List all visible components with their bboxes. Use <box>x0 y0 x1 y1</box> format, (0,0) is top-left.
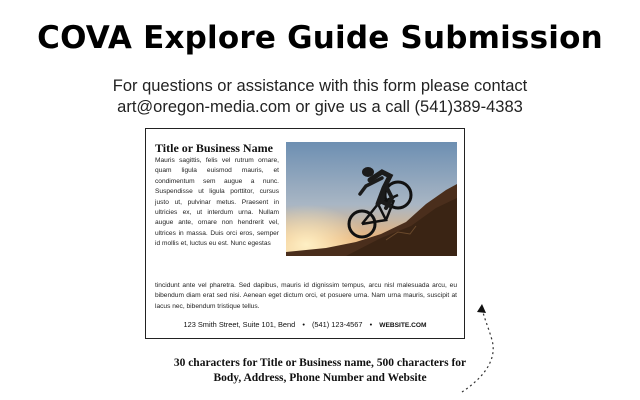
sample-listing-card <box>145 128 465 339</box>
listing-body-bottom: tincidunt ante vel pharetra. Sed dapibus, mauris id dignissim tempus, arcu nisl malesuada arcu, eu bibendum diam erat sed nisi. Aenean eget dictum orci, et posuere urna. Nam urna mauris, suscipit at lacus nec, bibendum tristique tellus. <box>155 282 457 310</box>
listing-phone: (541) 123-4567 <box>311 320 363 329</box>
listing-title: Title or Business Name <box>155 141 273 155</box>
listing-address: 123 Smith Street, Suite 101, Bend <box>183 320 296 329</box>
separator-dot: • <box>302 320 305 329</box>
mountain-biker-illustration <box>286 142 457 256</box>
listing-body-top: Mauris sagittis, felis vel rutrum ornare, quam ligula euismod mauris, et condimentum sem augue a nunc. Suspendisse ut ligula porttitor, cursus justo ut, pulvinar metus. Praesent in ultricies ex, ut interdum urna. Nullam augue ante, ornare non hendrerit vel, ultrices in massa. Duis orci eros, semper id mollis et, luctus eu est. Nunc egestas <box>155 157 279 248</box>
note-line-2: Body, Address, Phone Number and Website <box>213 372 427 384</box>
listing-website: WEBSITE.COM <box>379 322 427 329</box>
listing-contact-line <box>146 320 464 329</box>
contact-line-2: art@oregon-media.com or give us a call (541)389-4383 <box>117 98 523 116</box>
note-line-1: 30 characters for Title or Business name, 500 characters for <box>173 357 467 369</box>
separator-dot: • <box>369 320 373 329</box>
contact-line-1: For questions or assistance with this form please contact <box>112 77 528 95</box>
page-title: COVA Explore Guide Submission <box>37 20 603 56</box>
contact-info <box>0 76 640 118</box>
character-limit-note <box>150 356 490 386</box>
mountain-biker-photo <box>286 142 457 256</box>
